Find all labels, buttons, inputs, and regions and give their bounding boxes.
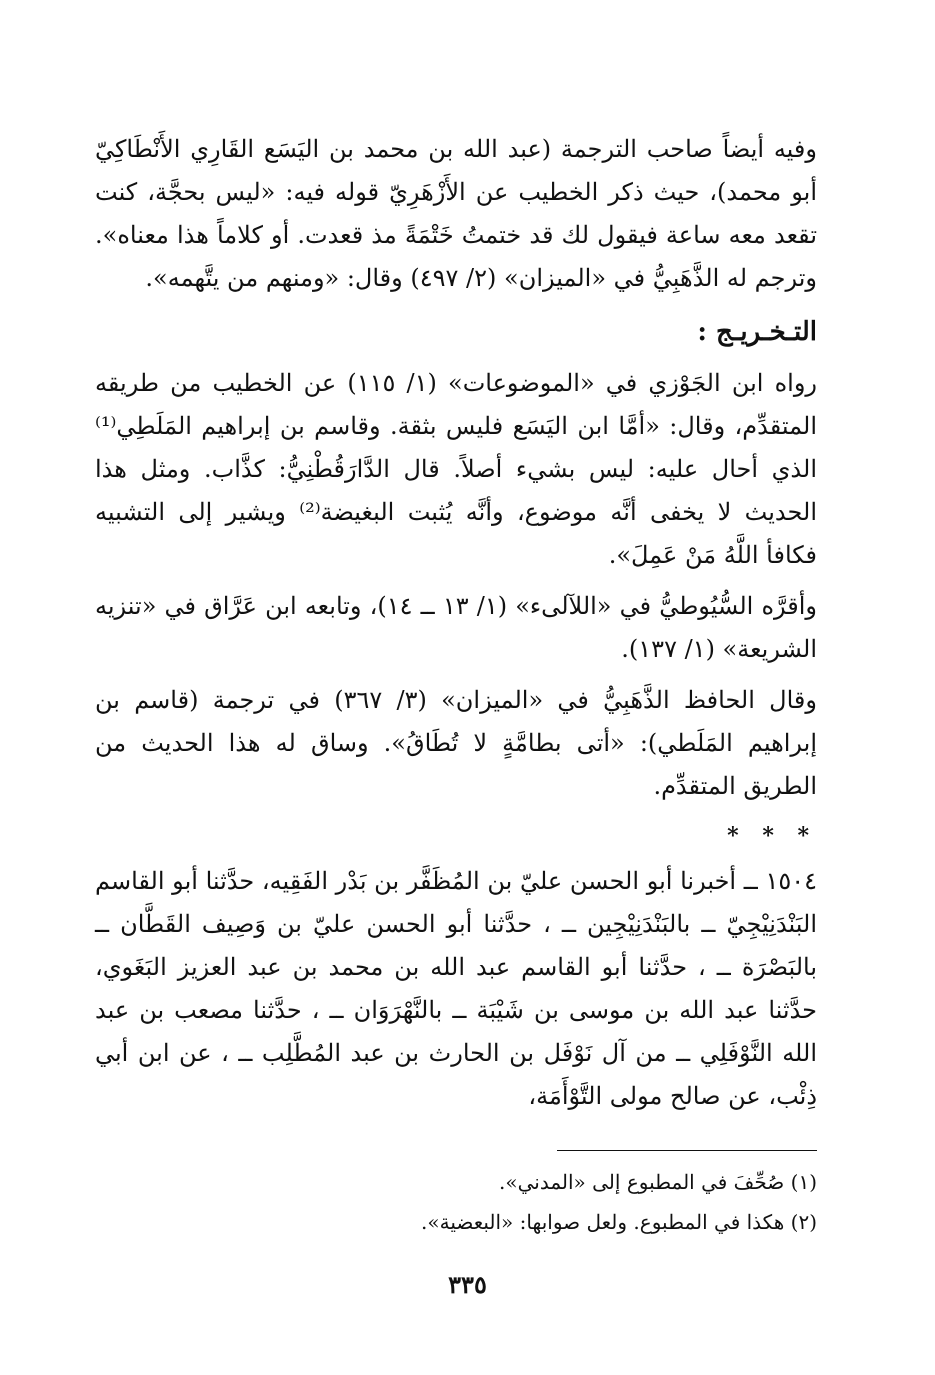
page-number: ٣٣٥ (448, 1270, 487, 1299)
paragraph-takhrij: رواه ابن الجَوْزي في «الموضوعات» (١/ ١١٥) عن الخطيب من طريقه المتقدِّم، وقال: «أمَّا ابن اليَسَع فليس بثقة. وقاسم بن إبراهيم المَلَطِي⁽¹⁾ الذي أحال عليه: ليس بشيء أصلاً. قال الدَّارَقُطْنِيُّ: كذَّاب. ومثل هذا الحديث لا يخفى أنَّه موضوع، وأنَّه يُثبت البغيضة⁽²⁾ ويشير إلى التشبيه فكافأ اللَّهُ مَنْ عَمِلَ». (95, 369, 818, 569)
paragraph-dhahabi: وقال الحافظ الذَّهَبِيُّ في «الميزان» (٣/ ٣٦٧) في ترجمة (قاسم بن إبراهيم المَلَطي): «أتى بطامَّةٍ لا تُطَاقُ». وساق له هذا الحديث من الطريق المتقدِّم. (95, 686, 817, 800)
main-text (95, 128, 817, 1118)
paragraph-suyuti: وأقرَّه السُّيُوطيُّ في «اللآلىء» (١/ ١٣ ــ ١٤)، وتابعه ابن عَرَّاق في «تنزيه الشريعة» (١/ ١٣٧). (95, 592, 818, 663)
section-heading-takhrij: التـخـريـج : (697, 317, 817, 347)
paragraph-biography: وفيه أيضاً صاحب الترجمة (عبد الله بن محمد بن اليَسَع القَارِي الأَنْطَاكِيّ أبو محمد)، حيث ذكر الخطيب عن الأَزْهَرِيّ قوله فيه: «ليس بحجَّة، كنت تقعد معه ساعة فيقول لك قد ختمتُ خَتْمَةً مذ قعدت. أو كلاماً هذا معناه». وترجم له الذَّهَبِيُّ في «الميزان» (٢/ ٤٩٧) وقال: «ومنهم من يتَّهمه». (95, 135, 817, 292)
footnote-2: (٢) هكذا في المطبوع. ولعل صوابها: «البعضية». (421, 1210, 817, 1234)
footnote-divider (557, 1150, 817, 1151)
section-separator: * * * (727, 823, 817, 849)
paragraph-hadith-1504: ١٥٠٤ ــ أخبرنا أبو الحسن عليّ بن المُظَفَّر بن بَدْر الفَقِيه، حدَّثنا أبو القاسم البَنْدَنِيْجِيّ ــ بالبَنْدَنِيْجِين ــ ، حدَّثنا أبو الحسن عليّ بن وَصِيف القَطَّان ــ بالبَصْرَة ــ ، حدَّثنا أبو القاسم عبد الله بن محمد بن عبد العزيز البَغَوي، حدَّثنا عبد الله بن موسى بن شَيْبَة ــ بالنَّهْرَوَان ــ ، حدَّثنا مصعب بن عبد الله النَّوْفَلِي ــ من آل نَوْفَل بن الحارث بن عبد المُطَّلِب ــ ، عن ابن أبي ذِئْب، عن صالح مولى التَّوْأَمَة، (95, 867, 818, 1110)
footnotes (95, 1162, 817, 1242)
footnote-1: (١) صُحِّفَ في المطبوع إلى «المدني». (499, 1170, 817, 1194)
